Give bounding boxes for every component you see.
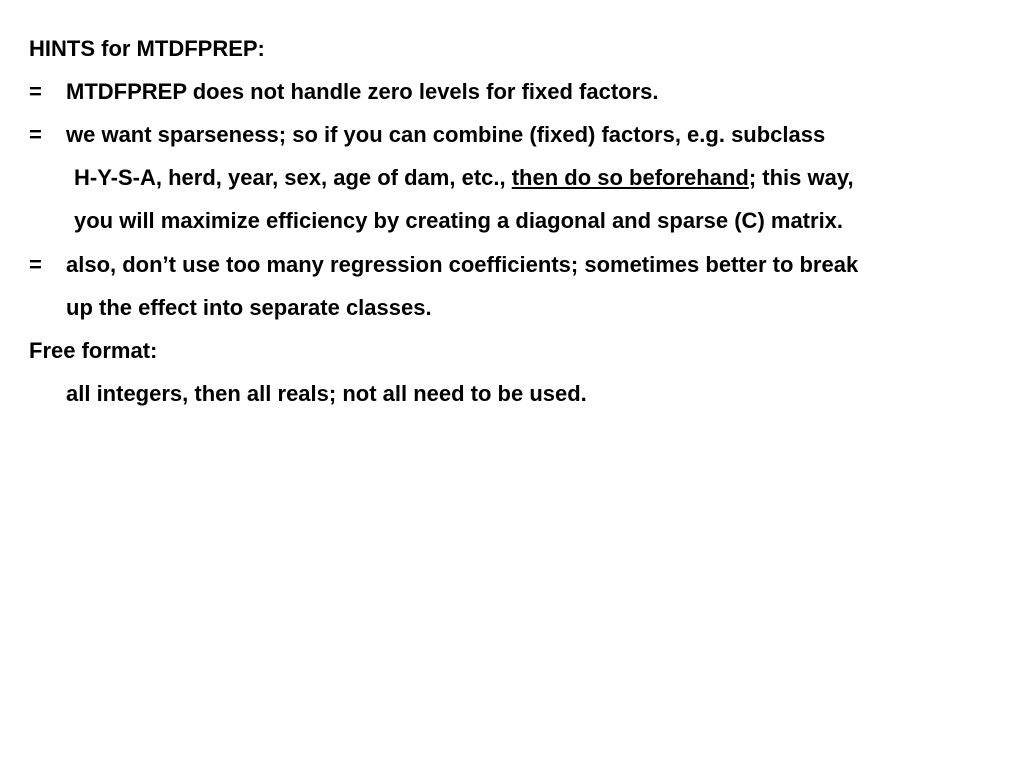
bullet-2-underlined-text: then do so beforehand [511, 165, 749, 190]
free-format-line: all integers, then all reals; not all need to be used. [66, 381, 587, 406]
bullet-2-line-2-after: ; this way, [748, 165, 854, 190]
bullet-3-line-2: up the effect into separate classes. [66, 295, 432, 320]
slide-heading: HINTS for MTDFPREP: [29, 36, 265, 61]
bullet-2-line-1: we want sparseness; so if you can combine (fixed) factors, e.g. subclass [66, 122, 826, 147]
bullet-2-line-2-before: H-Y-S-A, herd, year, sex, age of dam, etc., [74, 165, 512, 190]
bullet-marker-3: = [29, 252, 42, 277]
bullet-marker-1: = [29, 79, 42, 104]
bullet-3-line-1: also, don’t use too many regression coefficients; sometimes better to break [66, 252, 859, 277]
bullet-2-line-3: you will maximize efficiency by creating a diagonal and sparse (C) matrix. [74, 208, 844, 233]
bullet-1-line-1: MTDFPREP does not handle zero levels for fixed factors. [66, 79, 659, 104]
free-format-heading: Free format: [29, 338, 158, 363]
bullet-marker-2: = [29, 122, 42, 147]
bullet-2-line-2 [74, 165, 854, 191]
